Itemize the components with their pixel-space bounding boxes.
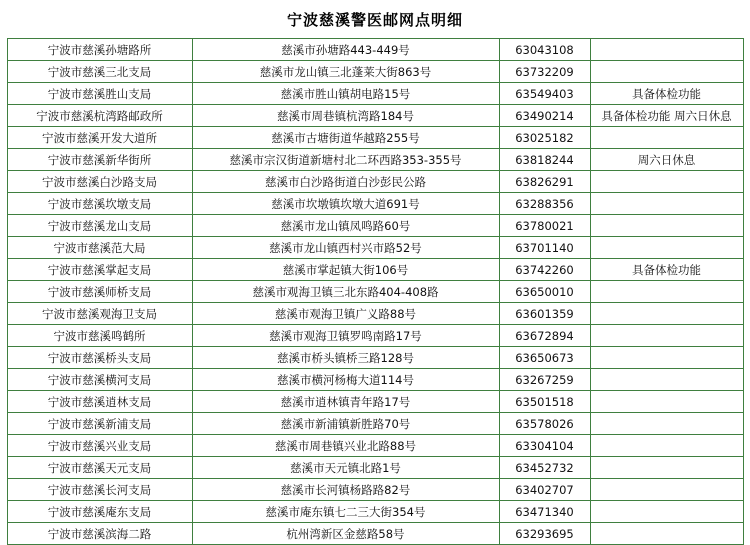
network-points-table (7, 38, 744, 545)
cell-phone: 63402707 (499, 479, 590, 501)
cell-branch-name: 宁波市慈溪范大局 (7, 237, 192, 259)
cell-phone: 63452732 (499, 457, 590, 479)
cell-branch-name: 宁波市慈溪逍林支局 (7, 391, 192, 413)
cell-phone: 63578026 (499, 413, 590, 435)
table-row (7, 369, 743, 391)
cell-note (590, 193, 743, 215)
table-row (7, 435, 743, 457)
table-row (7, 105, 743, 127)
table-row (7, 259, 743, 281)
table-row (7, 413, 743, 435)
cell-branch-name: 宁波市慈溪庵东支局 (7, 501, 192, 523)
table-row (7, 215, 743, 237)
cell-note (590, 347, 743, 369)
cell-phone: 63742260 (499, 259, 590, 281)
cell-phone: 63650010 (499, 281, 590, 303)
table-row (7, 303, 743, 325)
cell-address: 慈溪市孙塘路443-449号 (192, 39, 499, 61)
table-row (7, 83, 743, 105)
table-row (7, 171, 743, 193)
cell-address: 慈溪市龙山镇三北蓬莱大街863号 (192, 61, 499, 83)
cell-address: 慈溪市古塘街道华越路255号 (192, 127, 499, 149)
table-body (7, 39, 743, 545)
cell-phone: 63601359 (499, 303, 590, 325)
cell-note (590, 457, 743, 479)
cell-branch-name: 宁波市慈溪孙塘路所 (7, 39, 192, 61)
cell-phone: 63471340 (499, 501, 590, 523)
cell-address: 慈溪市横河杨梅大道114号 (192, 369, 499, 391)
cell-phone: 63267259 (499, 369, 590, 391)
table-row (7, 325, 743, 347)
cell-branch-name: 宁波市慈溪龙山支局 (7, 215, 192, 237)
cell-address: 慈溪市周巷镇兴业北路88号 (192, 435, 499, 457)
cell-address: 慈溪市胜山镇胡电路15号 (192, 83, 499, 105)
table-row (7, 127, 743, 149)
cell-phone: 63501518 (499, 391, 590, 413)
cell-note (590, 171, 743, 193)
cell-address: 杭州湾新区金慈路58号 (192, 523, 499, 545)
cell-note (590, 369, 743, 391)
cell-address: 慈溪市龙山镇西村兴市路52号 (192, 237, 499, 259)
cell-phone: 63650673 (499, 347, 590, 369)
cell-note (590, 391, 743, 413)
cell-note (590, 39, 743, 61)
cell-address: 慈溪市白沙路街道白沙彭民公路 (192, 171, 499, 193)
cell-branch-name: 宁波市慈溪滨海二路 (7, 523, 192, 545)
cell-branch-name: 宁波市慈溪开发大道所 (7, 127, 192, 149)
cell-phone: 63826291 (499, 171, 590, 193)
cell-note (590, 61, 743, 83)
cell-branch-name: 宁波市慈溪桥头支局 (7, 347, 192, 369)
cell-branch-name: 宁波市慈溪胜山支局 (7, 83, 192, 105)
cell-note (590, 215, 743, 237)
cell-branch-name: 宁波市慈溪鸣鹤所 (7, 325, 192, 347)
table-row (7, 61, 743, 83)
table-row (7, 347, 743, 369)
cell-phone: 63732209 (499, 61, 590, 83)
page-title: 宁波慈溪警医邮网点明细 (286, 11, 463, 29)
cell-address: 慈溪市观海卫镇三北东路404-408路 (192, 281, 499, 303)
cell-branch-name: 宁波市慈溪横河支局 (7, 369, 192, 391)
cell-phone: 63304104 (499, 435, 590, 457)
cell-phone: 63780021 (499, 215, 590, 237)
cell-address: 慈溪市长河镇杨路路82号 (192, 479, 499, 501)
cell-note: 具备体检功能 周六日休息 (590, 105, 743, 127)
cell-address: 慈溪市周巷镇杭湾路184号 (192, 105, 499, 127)
cell-branch-name: 宁波市慈溪师桥支局 (7, 281, 192, 303)
cell-phone: 63818244 (499, 149, 590, 171)
cell-note: 具备体检功能 (590, 83, 743, 105)
cell-note (590, 435, 743, 457)
cell-note (590, 325, 743, 347)
cell-branch-name: 宁波市慈溪兴业支局 (7, 435, 192, 457)
cell-address: 慈溪市庵东镇七二三大街354号 (192, 501, 499, 523)
cell-branch-name: 宁波市慈溪天元支局 (7, 457, 192, 479)
cell-phone: 63549403 (499, 83, 590, 105)
table-row (7, 281, 743, 303)
cell-address: 慈溪市掌起镇大街106号 (192, 259, 499, 281)
cell-phone: 63701140 (499, 237, 590, 259)
cell-phone: 63672894 (499, 325, 590, 347)
cell-phone: 63288356 (499, 193, 590, 215)
table-row (7, 457, 743, 479)
table-row (7, 479, 743, 501)
cell-address: 慈溪市观海卫镇广义路88号 (192, 303, 499, 325)
cell-note: 周六日休息 (590, 149, 743, 171)
cell-branch-name: 宁波市慈溪坎墩支局 (7, 193, 192, 215)
table-row (7, 193, 743, 215)
table-row (7, 149, 743, 171)
cell-note (590, 501, 743, 523)
table-row (7, 237, 743, 259)
cell-address: 慈溪市龙山镇凤鸣路60号 (192, 215, 499, 237)
cell-branch-name: 宁波市慈溪长河支局 (7, 479, 192, 501)
cell-branch-name: 宁波市慈溪杭湾路邮政所 (7, 105, 192, 127)
cell-address: 慈溪市桥头镇桥三路128号 (192, 347, 499, 369)
cell-phone: 63043108 (499, 39, 590, 61)
cell-branch-name: 宁波市慈溪掌起支局 (7, 259, 192, 281)
cell-note (590, 281, 743, 303)
cell-note: 具备体检功能 (590, 259, 743, 281)
cell-note (590, 413, 743, 435)
cell-note (590, 237, 743, 259)
cell-phone: 63490214 (499, 105, 590, 127)
cell-address: 慈溪市逍林镇青年路17号 (192, 391, 499, 413)
cell-phone: 63025182 (499, 127, 590, 149)
cell-branch-name: 宁波市慈溪新浦支局 (7, 413, 192, 435)
cell-note (590, 127, 743, 149)
cell-branch-name: 宁波市慈溪三北支局 (7, 61, 192, 83)
cell-branch-name: 宁波市慈溪新华街所 (7, 149, 192, 171)
cell-branch-name: 宁波市慈溪白沙路支局 (7, 171, 192, 193)
table-row (7, 501, 743, 523)
cell-address: 慈溪市宗汉街道新塘村北二环西路353-355号 (192, 149, 499, 171)
cell-address: 慈溪市观海卫镇罗鸣南路17号 (192, 325, 499, 347)
cell-branch-name: 宁波市慈溪观海卫支局 (7, 303, 192, 325)
cell-note (590, 303, 743, 325)
cell-address: 慈溪市坎墩镇坎墩大道691号 (192, 193, 499, 215)
table-row (7, 391, 743, 413)
cell-address: 慈溪市天元镇北路1号 (192, 457, 499, 479)
cell-phone: 63293695 (499, 523, 590, 545)
table-row (7, 39, 743, 61)
cell-note (590, 479, 743, 501)
cell-address: 慈溪市新浦镇新胜路70号 (192, 413, 499, 435)
